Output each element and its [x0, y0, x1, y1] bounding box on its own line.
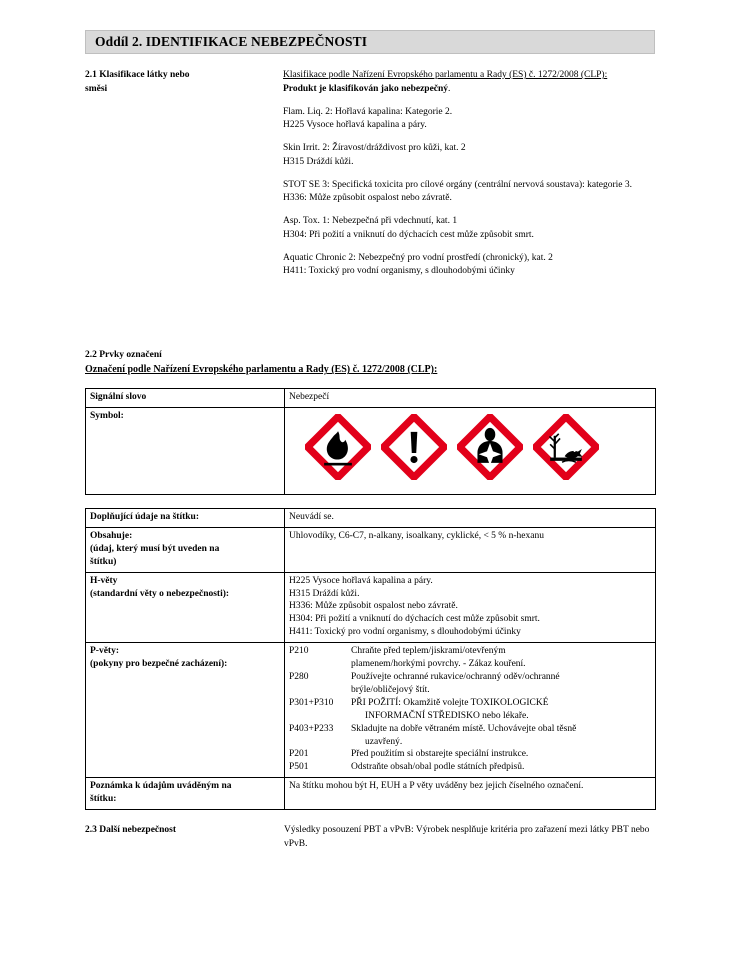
subsection-2-2-heading: 2.2 Prvky označení	[85, 350, 162, 360]
p-statement	[289, 697, 651, 723]
subsection-2-1-label-line2: směsi	[85, 83, 108, 94]
section-header-title: Oddíl 2. IDENTIFIKACE NEBEZPEČNOSTI	[95, 34, 368, 49]
p-text	[351, 723, 651, 749]
signal-word-value: Nebezpečí	[285, 389, 656, 408]
classification-regulation-text: Klasifikace podle Nařízení Evropského parlamentu a Rady (ES) č. 1272/2008 (CLP):	[283, 70, 608, 80]
ghs09-environment-icon	[533, 414, 599, 480]
p-statement-list	[289, 645, 651, 774]
subsection-2-2-heading-group	[85, 348, 657, 377]
hazard-class: Asp. Tox. 1: Nebezpečná při vdechnutí, kat. 1	[283, 216, 458, 227]
supplementary-info-value: Neuvádí se.	[285, 509, 656, 528]
table-row	[86, 527, 656, 572]
classification-result-bold: Produkt je klasifikován jako nebezpečný	[283, 83, 449, 94]
subsection-2-1-body	[283, 69, 657, 279]
signal-word-key: Signální slovo	[86, 389, 285, 408]
p-text-line2: uzavřený.	[365, 736, 403, 747]
subsection-2-2-subheading: Označení podle Nařízení Evropského parlamentu a Rady (ES) č. 1272/2008 (CLP):	[85, 364, 438, 376]
p-statement	[289, 671, 651, 697]
p-text	[351, 645, 651, 671]
table-row	[86, 407, 656, 494]
hazard-entry	[283, 252, 657, 280]
p-text-line2: INFORMAČNÍ STŘEDISKO nebo lékaře.	[365, 710, 529, 721]
p-statement	[289, 645, 651, 671]
subsection-2-1-label	[85, 69, 283, 279]
label-information-table	[85, 508, 656, 810]
hazard-class: Skin Irrit. 2: Žíravost/dráždivost pro kůži, kat. 2	[283, 143, 466, 154]
subsection-2-1-label-line1: 2.1 Klasifikace látky nebo	[85, 70, 190, 80]
h-statement: H315 Dráždí kůži.	[289, 588, 360, 599]
hazard-entry	[283, 106, 657, 134]
p-code: P201	[289, 749, 309, 760]
h-statement: H225 Vysoce hořlavá kapalina a páry.	[289, 575, 433, 586]
subsection-2-1	[85, 69, 657, 279]
ghs08-health-hazard-icon	[457, 414, 523, 480]
p-text	[351, 748, 651, 761]
symbol-key: Symbol:	[86, 407, 285, 494]
h-statements-value	[285, 572, 656, 643]
section-header-bar	[85, 30, 655, 54]
pictogram-row	[285, 408, 655, 480]
p-code: P501	[289, 762, 309, 773]
p-statements-key-line2: (pokyny pro bezpečné zacházení):	[90, 659, 228, 670]
p-text	[351, 697, 651, 723]
p-statements-key-line1: P-věty	[90, 646, 116, 657]
subsection-2-3	[85, 824, 657, 852]
p-code: P210	[289, 646, 309, 657]
p-code: P403+P233	[289, 723, 334, 734]
p-code: P301+P310	[289, 697, 334, 708]
classification-result-line	[283, 83, 657, 97]
signal-word-table	[85, 388, 656, 495]
ghs07-exclamation-mark-icon	[381, 414, 447, 480]
p-text	[351, 761, 651, 774]
p-text-line1: Před použitím si obstarejte speciální instrukce.	[351, 749, 529, 760]
label-note-value: Na štítku mohou být H, EUH a P věty uváděny bez jejich číselného označení.	[285, 778, 656, 810]
label-note-key-line2: štítku:	[90, 794, 117, 805]
p-text-line2: brýle/obličejový štít.	[351, 684, 430, 695]
p-statement	[289, 748, 651, 761]
classification-result-period: .	[448, 83, 451, 94]
subsection-2-3-value: Výsledky posouzení PBT a vPvB: Výrobek nesplňuje kritéria pro zařazení mezi látky PBT nebo vPvB.	[284, 825, 650, 849]
contains-value: Uhlovodíky, C6-C7, n-alkany, isoalkany, cyklické, < 5 % n-hexanu	[285, 527, 656, 572]
hazard-statement: H315 Dráždí kůži.	[283, 156, 354, 167]
p-code: P280	[289, 671, 309, 682]
h-statement: H336: Může způsobit ospalost nebo závratě.	[289, 601, 458, 612]
hazard-statement: H225 Vysoce hořlavá kapalina a páry.	[283, 120, 427, 131]
h-statements-key	[86, 572, 285, 643]
contains-key-line3: štítku)	[90, 556, 117, 567]
p-text-line1: PŘI POŽITÍ: Okamžitě volejte TOXIKOLOGICKÉ	[351, 697, 549, 708]
hazard-entry	[283, 179, 657, 207]
label-note-key	[86, 778, 285, 810]
p-statement	[289, 761, 651, 774]
hazard-statement: H304: Při požití a vniknutí do dýchacích cest může způsobit smrt.	[283, 229, 534, 240]
hazard-class: STOT SE 3: Specifická toxicita pro cílové orgány (centrální nervová soustava): kategorie 3.	[283, 179, 633, 190]
hazard-class: Aquatic Chronic 2: Nebezpečný pro vodní prostředí (chronický), kat. 2	[283, 252, 553, 263]
h-statement: H304: Při požití a vniknutí do dýchacích cest může způsobit smrt.	[289, 614, 540, 625]
table-row	[86, 389, 656, 408]
p-statements-value	[285, 643, 656, 778]
p-statements-key-colon: :	[115, 646, 120, 657]
p-text-line1: Skladujte na dobře větraném místě. Uchovávejte obal těsně	[351, 723, 577, 734]
p-text-line1: Odstraňte obsah/obal podle státních předpisů.	[351, 762, 525, 773]
p-text-line2: plamenem/horkými povrchy. - Zákaz kouření.	[351, 659, 526, 670]
h-statements-key-line1: H-věty	[90, 575, 118, 586]
pictogram-cell	[285, 407, 656, 494]
table-row	[86, 572, 656, 643]
table-row	[86, 509, 656, 528]
subsection-2-3-label: 2.3 Další nebezpečnost	[85, 825, 177, 835]
h-statements-key-line2: (standardní věty o nebezpečnosti):	[90, 588, 230, 599]
hazard-class: Flam. Liq. 2: Hořlavá kapalina: Kategorie 2.	[283, 106, 453, 117]
label-note-key-line1: Poznámka k údajům uváděným na	[90, 781, 232, 792]
table-row	[86, 643, 656, 778]
hazard-entry	[283, 215, 657, 243]
hazard-statement: H411: Toxický pro vodní organismy, s dlouhodobými účinky	[283, 266, 515, 277]
h-statement: H411: Toxický pro vodní organismy, s dlouhodobými účinky	[289, 627, 521, 638]
contains-key	[86, 527, 285, 572]
hazard-entry	[283, 142, 657, 170]
p-text-line1: Používejte ochranné rukavice/ochranný oděv/ochranné	[351, 671, 560, 682]
hazard-statement: H336: Může způsobit ospalost nebo závratě.	[283, 193, 452, 204]
table-row	[86, 778, 656, 810]
p-text-line1: Chraňte před teplem/jiskrami/otevřeným	[351, 646, 506, 657]
contains-key-line1: Obsahuje:	[90, 530, 133, 541]
contains-key-line2: (údaj, který musí být uveden na	[90, 543, 220, 554]
p-text	[351, 671, 651, 697]
p-statement	[289, 723, 651, 749]
ghs02-flame-icon	[305, 414, 371, 480]
supplementary-info-key: Doplňující údaje na štítku:	[86, 509, 285, 528]
p-statements-key	[86, 643, 285, 778]
